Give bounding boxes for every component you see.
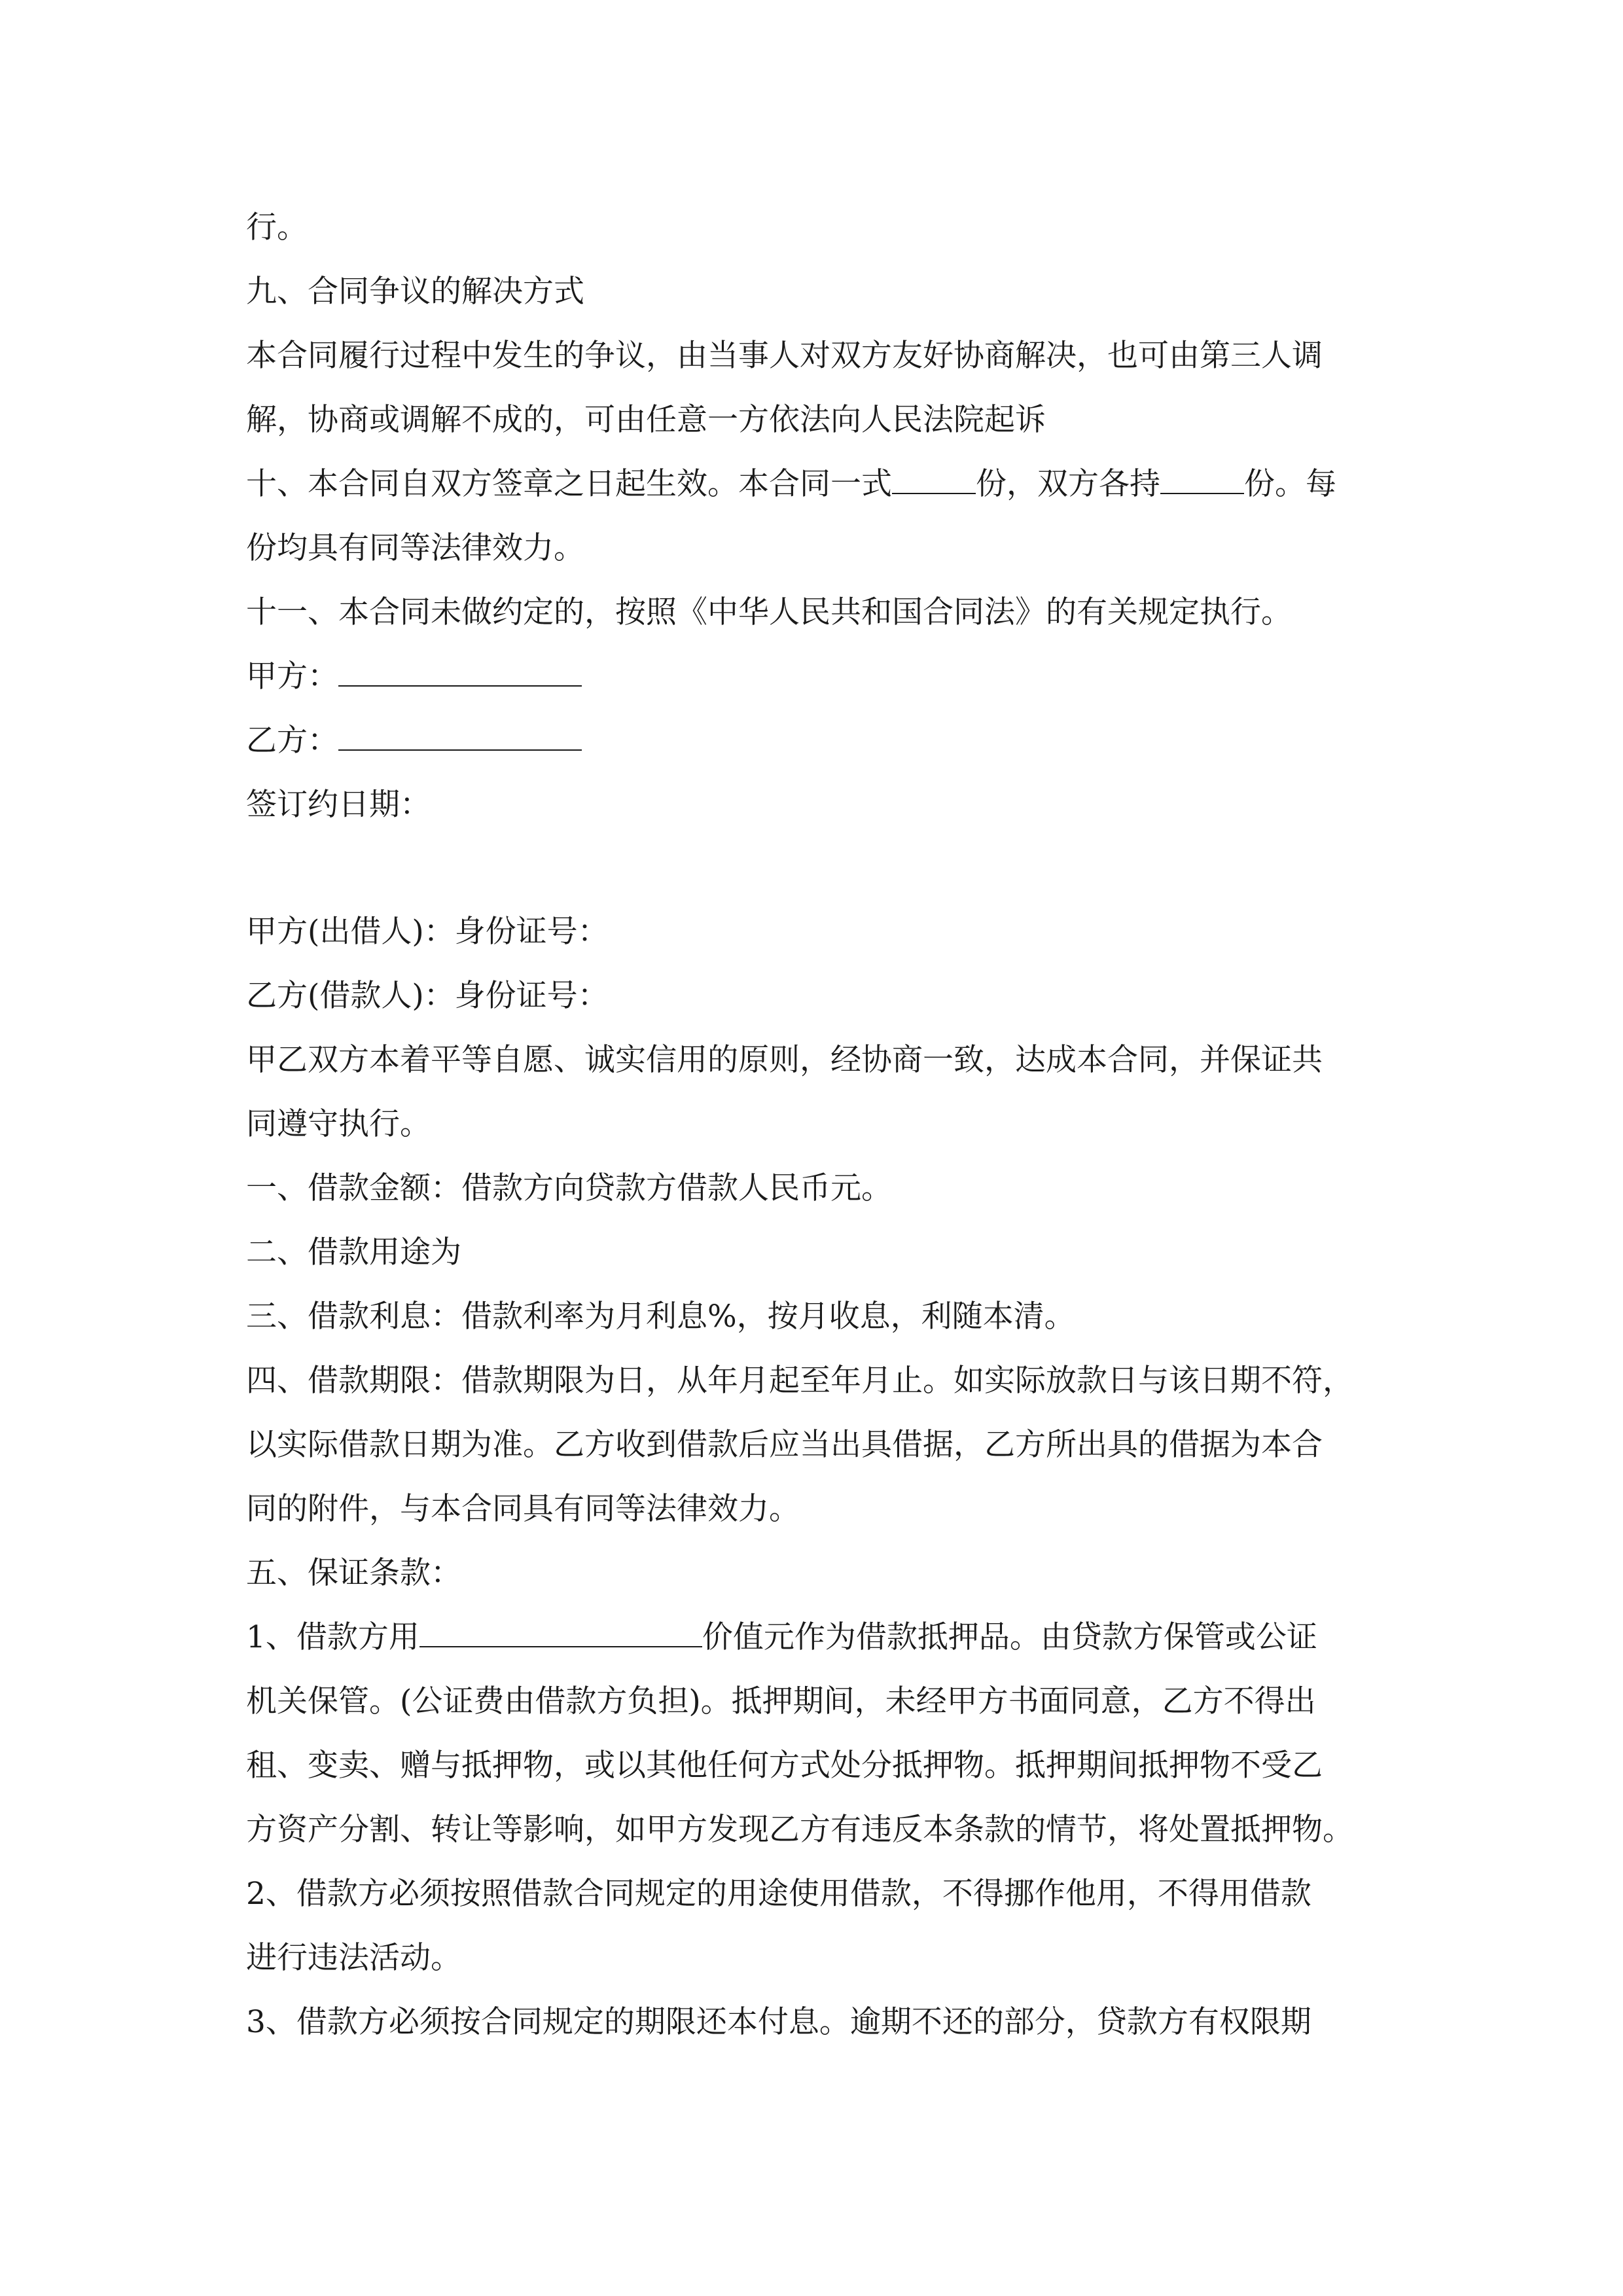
- copies-each-blank: [1160, 467, 1244, 494]
- text-line: 四、借款期限：借款期限为日，从年月起至年月止。如实际放款日与该日期不符，: [246, 1363, 1353, 1399]
- text-segment: 份，双方各持: [976, 466, 1160, 502]
- text-line: 同的附件，与本合同具有同等法律效力。: [246, 1491, 800, 1527]
- text-line: 同遵守执行。: [246, 1106, 431, 1142]
- text-line: 方资产分割、转让等影响，如甲方发现乙方有违反本条款的情节，将处置抵押物。: [246, 1812, 1353, 1848]
- section-heading: 五、保证条款：: [246, 1555, 461, 1591]
- text-line: 甲乙双方本着平等自愿、诚实信用的原则，经协商一致，达成本合同，并保证共: [246, 1042, 1323, 1078]
- signature-line-party-b: [246, 721, 1378, 761]
- text-line: 解，协商或调解不成的，可由任意一方依法向人民法院起诉: [246, 402, 1046, 438]
- text-line: 以实际借款日期为准。乙方收到借款后应当出具借据，乙方所出具的借据为本合: [246, 1427, 1323, 1463]
- text-line: [246, 465, 1378, 504]
- text-line: 一、借款金额：借款方向贷款方借款人民币元。: [246, 1170, 892, 1206]
- collateral-blank: [419, 1620, 702, 1647]
- party-a-label: 甲方：: [246, 658, 338, 694]
- sign-date-line: 签订约日期：: [246, 787, 431, 823]
- text-segment: 价值元作为借款抵押品。由贷款方保管或公证: [702, 1619, 1317, 1655]
- text-line: [246, 1618, 1378, 1657]
- text-line: 十一、本合同未做约定的，按照《中华人民共和国合同法》的有关规定执行。: [246, 594, 1292, 630]
- text-line: 2、借款方必须按照借款合同规定的用途使用借款，不得挪作他用，不得用借款: [246, 1876, 1311, 1912]
- copies-blank: [892, 467, 976, 494]
- text-line: 二、借款用途为: [246, 1234, 461, 1270]
- lender-line: 甲方(出借人)：身份证号：: [246, 914, 609, 950]
- party-a-signature-blank: [338, 659, 582, 687]
- text-segment: 十、本合同自双方签章之日起生效。本合同一式: [246, 466, 892, 502]
- signature-line-party-a: [246, 657, 1378, 696]
- text-line: 3、借款方必须按合同规定的期限还本付息。逾期不还的部分，贷款方有权限期: [246, 2004, 1311, 2040]
- text-line: 机关保管。(公证费由借款方负担)。抵押期间，未经甲方书面同意，乙方不得出: [246, 1683, 1316, 1719]
- section-heading: 九、合同争议的解决方式: [246, 274, 584, 310]
- party-b-signature-blank: [338, 723, 582, 751]
- text-line: 三、借款利息：借款利率为月利息%，按月收息，利随本清。: [246, 1299, 1075, 1335]
- text-segment: 份。每: [1244, 466, 1336, 502]
- text-line: 进行违法活动。: [246, 1940, 461, 1976]
- text-line: 租、变卖、赠与抵押物，或以其他任何方式处分抵押物。抵押期间抵押物不受乙: [246, 1748, 1323, 1784]
- party-b-label: 乙方：: [246, 723, 338, 759]
- borrower-line: 乙方(借款人)：身份证号：: [246, 978, 609, 1014]
- text-line: 本合同履行过程中发生的争议，由当事人对双方友好协商解决，也可由第三人调: [246, 338, 1323, 374]
- text-segment: 1、借款方用: [246, 1619, 419, 1655]
- text-line: 份均具有同等法律效力。: [246, 530, 584, 566]
- text-line: 行。: [246, 209, 308, 245]
